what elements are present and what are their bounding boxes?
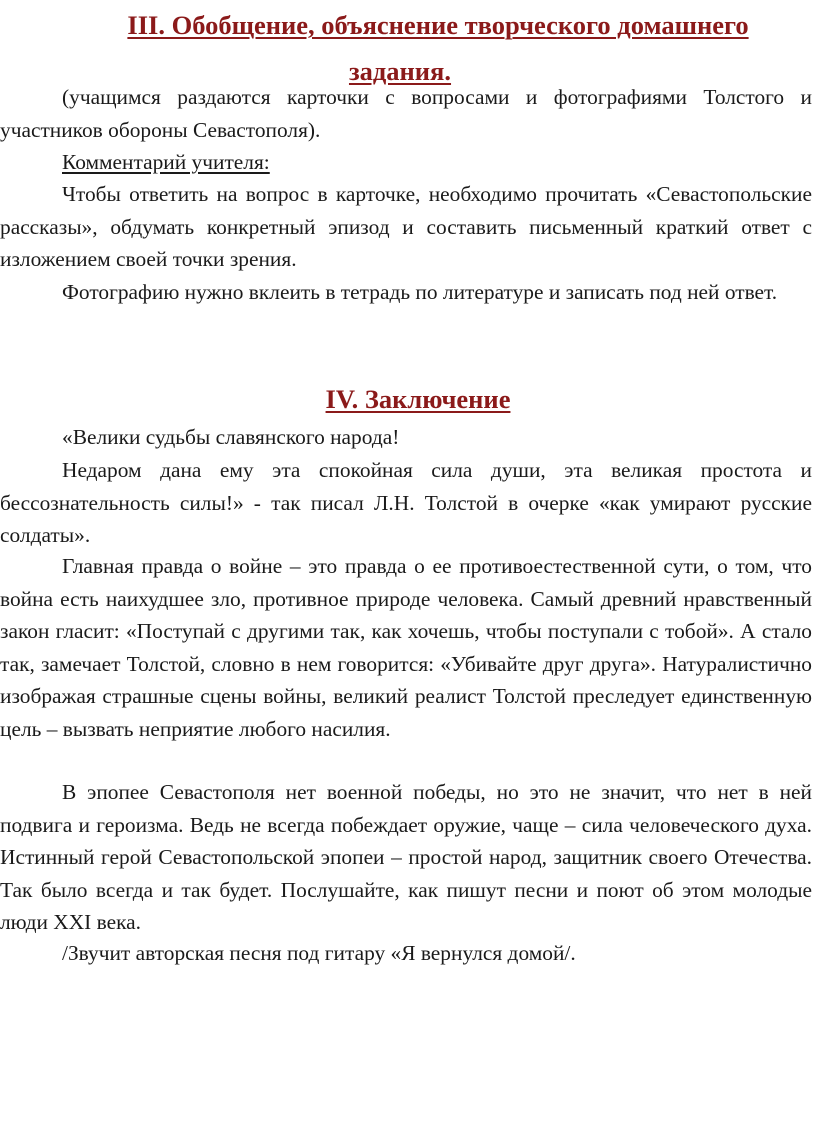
teacher-comment-label: Комментарий учителя: [62, 150, 270, 174]
section-4-paragraph-5: /Звучит авторская песня под гитару «Я вернулся домой/. [62, 941, 576, 965]
section-4-paragraph-1: «Велики судьбы славянского народа! [62, 425, 400, 449]
section-3-heading-line2-text: задания. [348, 56, 452, 86]
section-3-paragraph-2: Фотографию нужно вклеить в тетрадь по литературе и записать под ней ответ. [62, 280, 778, 304]
section-4-paragraph-3: Главная правда о войне – это правда о ее противоестественной сути, о том, что война есть наихудшее зло, противное природе человека. Самый древний нравственный закон гласит: «Поступай с другими так, как хочешь, чтобы поступали с тобой». А стало так, замечает Толстой, словно в нем говорится: «Убивайте друг друга». Натуралистично изображая страшные сцены войны, великий реалист Толстой преследует единственную цель – вызвать неприятие любого насилия. [0, 554, 812, 741]
section-4-heading-text: IV. Заключение [325, 384, 511, 414]
section-3-intro: (учащимся раздаются карточки с вопросами и фотографиями Толстого и участников обороны Севастополя). [0, 85, 812, 142]
teacher-comment-label-paragraph [0, 146, 812, 179]
section-3-heading-line1: III. Обобщение, объяснение творческого домашнего [127, 10, 749, 40]
section-4-paragraph-2: Недаром дана ему эта спокойная сила души, эта великая простота и бессознательность силы!» - так писал Л.Н. Толстой в очерке «как умирают русские солдаты». [0, 458, 812, 547]
section-4-paragraph-4: В эпопее Севастополя нет военной победы, но это не значит, что нет в ней подвига и героизма. Ведь не всегда побеждает оружие, чаще – сила человеческого духа. Истинный герой Севастопольской эпопеи – простой народ, защитник своего Отечества. Так было всегда и так будет. Послушайте, как пишут песни и поют об этом молодые люди XXI века. [0, 780, 812, 934]
section-4-heading [0, 376, 816, 422]
section-3-paragraph-1: Чтобы ответить на вопрос в карточке, необходимо прочитать «Севастопольские рассказы», обдумать конкретный эпизод и составить письменный краткий ответ с изложением своей точки зрения. [0, 182, 812, 271]
